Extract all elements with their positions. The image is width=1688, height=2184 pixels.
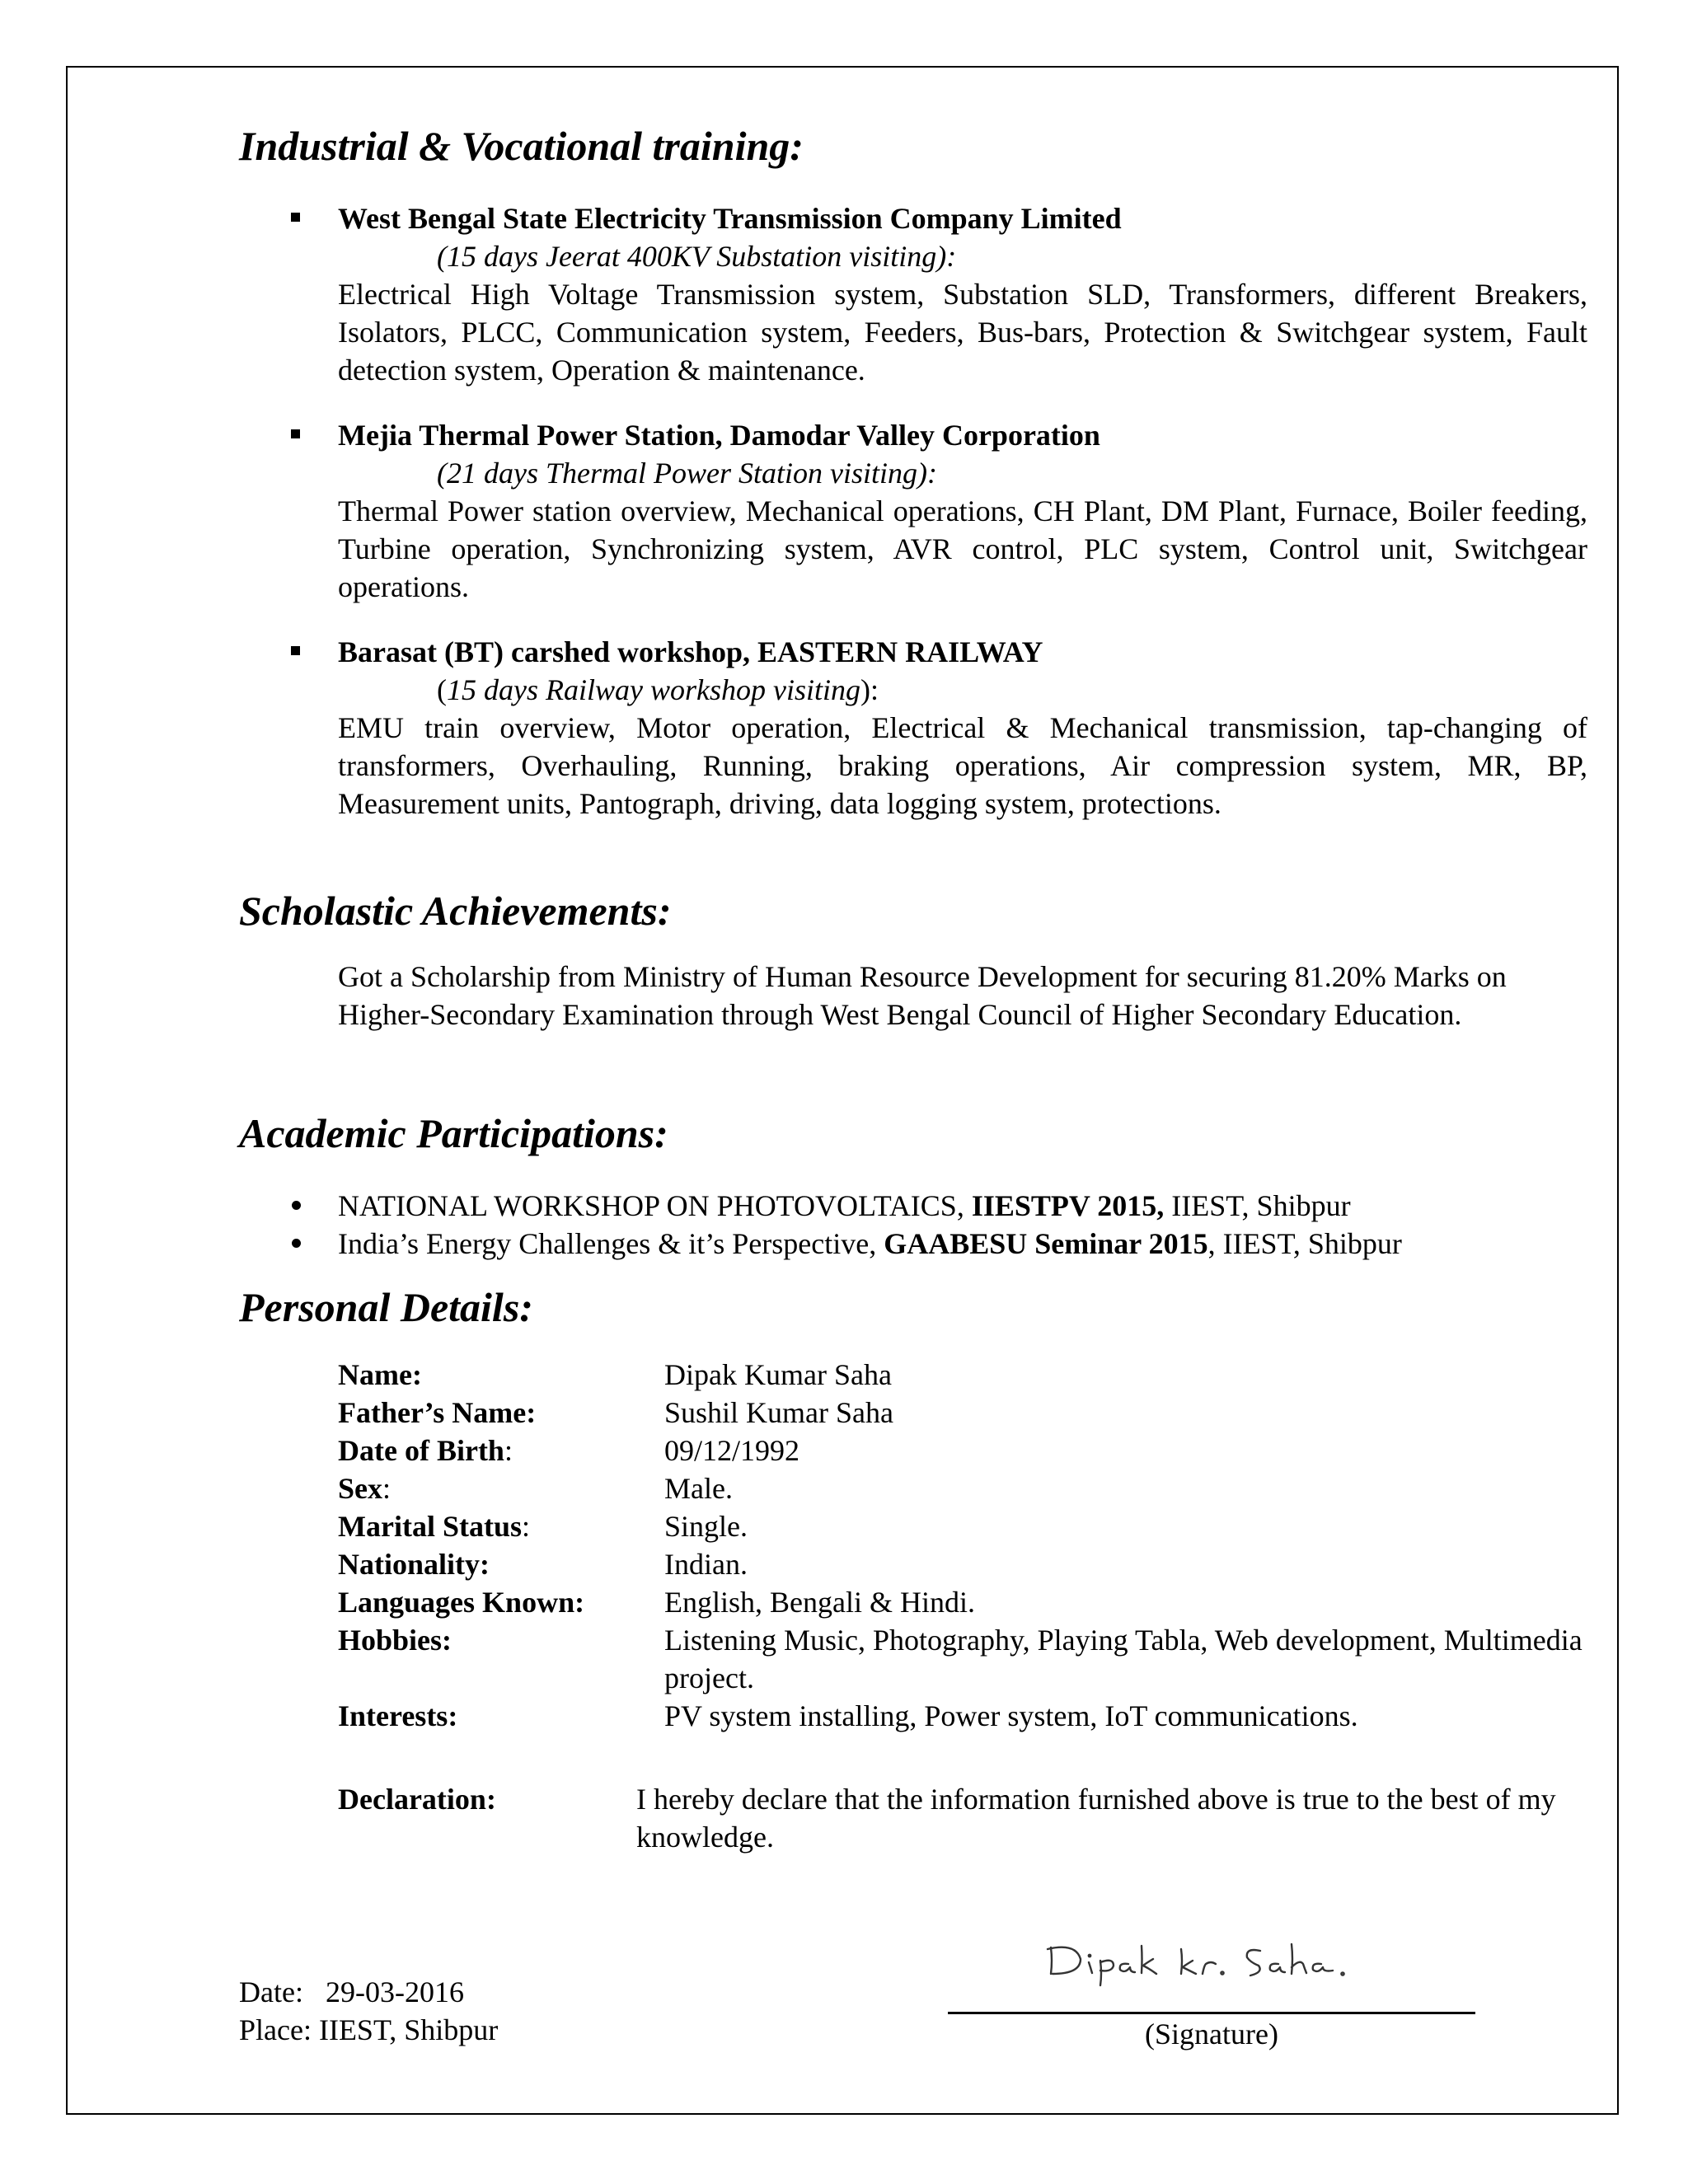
detail-label (338, 1469, 664, 1507)
detail-label (338, 1432, 664, 1469)
participation-text: NATIONAL WORKSHOP ON PHOTOVOLTAICS, (338, 1189, 972, 1222)
training-description: EMU train overview, Motor operation, Electrical & Mechanical transmission, tap-changing of transformers, Overhauling, Running, braking operations, Air compression system, MR, BP, Measurement units, Pantograph, driving, data logging system, protections. (338, 711, 1587, 820)
handwritten-signature (1043, 1933, 1356, 1990)
personal-details (338, 1356, 1599, 1735)
training-title: Mejia Thermal Power Station, Damodar Valley Corporation (338, 419, 1100, 452)
detail-value: Dipak Kumar Saha (664, 1358, 892, 1391)
detail-label-colon: : (382, 1472, 392, 1505)
date-value: 29-03-2016 (325, 1975, 464, 2008)
training-description: Thermal Power station overview, Mechanical operations, CH Plant, DM Plant, Furnace, Boiler feeding, Turbine operation, Synchronizing system, AVR control, PLC system, Control unit, Switchgear operations. (338, 494, 1587, 603)
detail-row-interests (338, 1697, 1599, 1735)
detail-label: Name: (338, 1358, 422, 1391)
detail-row-name (338, 1356, 1599, 1394)
signature-caption: (Signature) (1145, 2018, 1278, 2050)
detail-row-marital (338, 1507, 1599, 1545)
list-item (338, 1225, 1599, 1263)
date-line (239, 1973, 498, 2011)
square-bullet-icon (291, 213, 300, 222)
place-value: IIEST, Shibpur (318, 2013, 499, 2046)
list-item (338, 1187, 1599, 1225)
bullet-icon (292, 1201, 301, 1210)
detail-row-father (338, 1394, 1599, 1432)
participation-place: , IIEST, Shibpur (1207, 1227, 1402, 1260)
detail-value: Sushil Kumar Saha (664, 1396, 893, 1429)
detail-value: Single. (664, 1510, 748, 1543)
detail-row-languages (338, 1583, 1599, 1621)
section-title-academic: Academic Participations: (239, 1110, 668, 1156)
detail-label: Languages Known: (338, 1586, 585, 1619)
bullet-icon (292, 1239, 301, 1248)
signature-line (948, 2012, 1475, 2014)
detail-row-hobbies (338, 1621, 1599, 1697)
participation-event: IIESTPV 2015, (971, 1189, 1165, 1222)
training-item-wbsetcl (338, 199, 1587, 389)
declaration (338, 1780, 1596, 1856)
participation-text: India’s Energy Challenges & it’s Perspective, (338, 1227, 884, 1260)
place-label: Place: (239, 2013, 312, 2046)
detail-row-sex (338, 1469, 1599, 1507)
declaration-text: I hereby declare that the information furnished above is true to the best of my knowledge. (636, 1783, 1556, 1854)
detail-label-colon: : (504, 1434, 513, 1467)
date-place-block (239, 1973, 498, 2049)
detail-row-dob (338, 1432, 1599, 1469)
section-title-training: Industrial & Vocational training: (239, 123, 804, 169)
detail-label: Interests: (338, 1699, 458, 1732)
participation-event: GAABESU Seminar 2015 (884, 1227, 1208, 1260)
training-title: West Bengal State Electricity Transmission Company Limited (338, 202, 1122, 235)
detail-value: English, Bengali & Hindi. (664, 1586, 975, 1619)
signature-block (948, 1933, 1475, 2050)
detail-label: Nationality: (338, 1548, 490, 1581)
detail-label (338, 1507, 664, 1545)
detail-label-text: Sex (338, 1472, 382, 1505)
training-item-mejia (338, 416, 1587, 606)
training-title: Barasat (BT) carshed workshop, EASTERN RAILWAY (338, 635, 1043, 668)
training-item-barasat (338, 633, 1587, 823)
training-subtitle (437, 671, 1587, 709)
detail-label: Hobbies: (338, 1624, 452, 1657)
scholastic-text: Got a Scholarship from Ministry of Human Resource Development for securing 81.20% Marks on Higher-Secondary Examination through West Bengal Council of Higher Secondary Education. (338, 960, 1507, 1031)
training-description: Electrical High Voltage Transmission system, Substation SLD, Transformers, different Breakers, Isolators, PLCC, Communication system, Feeders, Bus-bars, Protection & Switchgear system, Fault detection system, Operation & maintenance. (338, 278, 1587, 387)
section-title-personal: Personal Details: (239, 1284, 533, 1330)
square-bullet-icon (291, 646, 300, 655)
date-label: Date: (239, 1975, 303, 2008)
detail-value: Indian. (664, 1548, 748, 1581)
detail-label: Father’s Name: (338, 1396, 537, 1429)
participation-place: IIEST, Shibpur (1164, 1189, 1351, 1222)
place-line (239, 2011, 498, 2049)
detail-label-text: Date of Birth (338, 1434, 504, 1467)
training-subtitle: (21 days Thermal Power Station visiting): (437, 457, 937, 490)
detail-value: 09/12/1992 (664, 1434, 800, 1467)
subtitle-open: ( (437, 673, 447, 706)
detail-value: PV system installing, Power system, IoT communications. (664, 1699, 1358, 1732)
declaration-label: Declaration: (338, 1783, 496, 1816)
subtitle-close: ): (860, 673, 879, 706)
detail-value: Male. (664, 1472, 733, 1505)
square-bullet-icon (291, 429, 300, 438)
section-title-scholastic: Scholastic Achievements: (239, 888, 672, 934)
detail-row-nationality (338, 1545, 1599, 1583)
training-subtitle: (15 days Jeerat 400KV Substation visiting): (437, 240, 957, 273)
detail-label-text: Marital Status (338, 1510, 522, 1543)
subtitle-text: 15 days Railway workshop visiting (447, 673, 860, 706)
detail-value: Listening Music, Photography, Playing Tabla, Web development, Multimedia project. (664, 1624, 1582, 1694)
detail-label-colon: : (521, 1510, 530, 1543)
academic-list (338, 1187, 1599, 1263)
